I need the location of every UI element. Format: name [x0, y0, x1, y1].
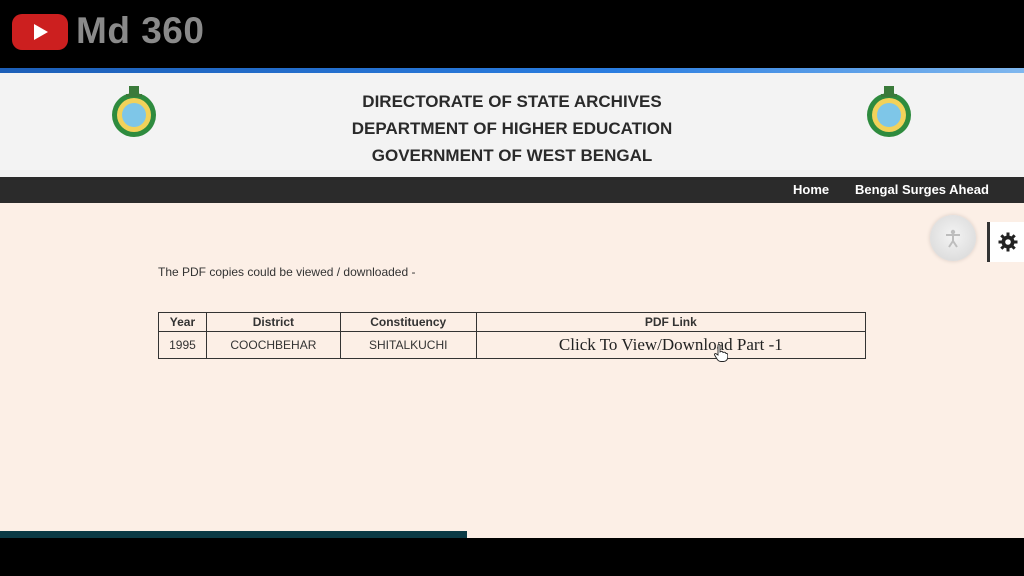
nav-home-link[interactable]: Home	[793, 182, 830, 197]
video-bottom-bar	[0, 538, 1024, 576]
channel-name: Md 360	[76, 10, 205, 51]
nav-bengal-surges-ahead-link[interactable]: Bengal Surges Ahead	[855, 182, 989, 197]
column-header-constituency: Constituency	[340, 313, 476, 332]
cell-constituency: SHITALKUCHI	[340, 332, 476, 359]
west-bengal-emblem-icon	[863, 82, 915, 140]
settings-button[interactable]	[987, 222, 1024, 262]
youtube-play-icon	[12, 14, 68, 50]
accessibility-icon	[943, 228, 963, 248]
cell-district: COOCHBEHAR	[206, 332, 340, 359]
column-header-year: Year	[159, 313, 207, 332]
west-bengal-emblem-icon	[108, 82, 160, 140]
browser-status-bar	[0, 531, 467, 538]
video-top-bar	[0, 0, 1024, 68]
header-titles	[312, 88, 712, 169]
pdf-download-link[interactable]: Click To View/Download Part -1	[476, 332, 865, 359]
cell-year: 1995	[159, 332, 207, 359]
main-navbar	[0, 177, 1024, 203]
header-line-2: DEPARTMENT OF HIGHER EDUCATION	[351, 119, 673, 138]
header-line-3: GOVERNMENT OF WEST BENGAL	[371, 146, 653, 165]
webpage	[0, 68, 1024, 538]
table-header-row	[159, 313, 866, 332]
hand-pointer-icon	[714, 344, 728, 362]
header-line-1: DIRECTORATE OF STATE ARCHIVES	[362, 92, 662, 111]
gear-icon	[998, 232, 1018, 252]
site-header	[0, 73, 1024, 177]
accessibility-button[interactable]	[930, 215, 976, 261]
records-table	[158, 312, 866, 359]
column-header-pdf-link: PDF Link	[476, 313, 865, 332]
intro-text: The PDF copies could be viewed / downloaded -	[158, 265, 416, 279]
table-row	[159, 332, 866, 359]
column-header-district: District	[206, 313, 340, 332]
